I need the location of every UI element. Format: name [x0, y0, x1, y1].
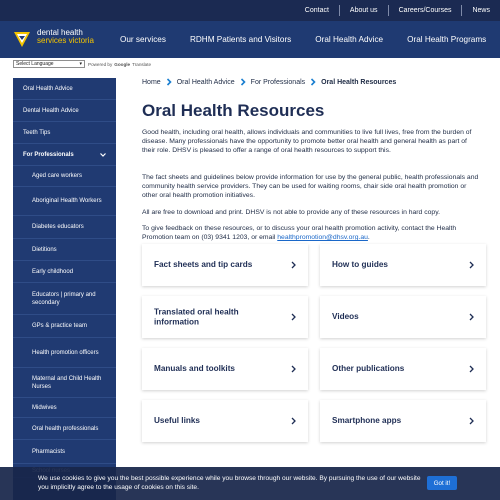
- sidebar-item-label: Pharmacists: [32, 448, 66, 455]
- breadcrumb-current: Oral Health Resources: [321, 78, 397, 86]
- cookie-text: We use cookies to give you the best possible experience while you browse through our website. By pursuing the use of our website you implicitly agree to the usage of cookies on this site.: [38, 475, 421, 492]
- sidebar-item-dental-health-advice[interactable]: [13, 100, 116, 122]
- card-other-publications[interactable]: [320, 348, 486, 390]
- sidebar-item-label: Midwives: [32, 404, 57, 411]
- sidebar-nav: [13, 78, 116, 500]
- sidebar-item-label: Diabetes educators: [32, 224, 84, 230]
- chevron-down-icon: ▾: [79, 61, 82, 67]
- nav-rdhm-patients[interactable]: RDHM Patients and Visitors: [189, 35, 292, 44]
- card-label: Translated oral health information: [154, 307, 239, 326]
- google-wordmark: Google: [114, 61, 131, 67]
- usage-paragraph: The fact sheets and guidelines below provide information for use by the general public, health professionals and community health service providers. They can be used for waiting rooms, chair side oral health promotion or other oral health promotion initiatives.: [142, 174, 479, 200]
- sidebar-item-label: Aged care workers: [32, 173, 83, 179]
- intro-paragraph: Good health, including oral health, allows individuals and communities to live full lives, free from the burden of disease. Many professionals have the opportunity to promote better oral health and general health as part of their role. DHSV is pleased to offer a range of oral health resources to support this.: [142, 129, 472, 155]
- sidebar-item-health-promotion-officers[interactable]: [13, 338, 116, 368]
- sidebar-item-diabetes-educators[interactable]: [13, 216, 116, 239]
- nav-oral-health-advice[interactable]: Oral Health Advice: [315, 35, 384, 44]
- cookie-accept-button[interactable]: Got it!: [427, 476, 457, 490]
- breadcrumb: [142, 78, 396, 86]
- cookie-banner: [0, 467, 500, 500]
- language-select-label: Select Language: [16, 61, 54, 67]
- sidebar-item-label: GPs & practice team: [32, 323, 88, 329]
- card-label: Other publications: [332, 364, 405, 374]
- card-smartphone-apps[interactable]: [320, 400, 486, 442]
- page-title: Oral Health Resources: [142, 101, 325, 120]
- site-logo[interactable]: [12, 29, 94, 49]
- chevron-right-icon: [239, 78, 247, 86]
- card-translated-information[interactable]: [142, 296, 308, 338]
- about-us-link[interactable]: About us: [349, 7, 378, 14]
- sidebar-item-aged-care-workers[interactable]: [13, 166, 116, 187]
- sidebar-item-label: Teeth Tips: [23, 129, 51, 136]
- email-link[interactable]: healthpromotion@dhsv.org.au: [277, 234, 368, 242]
- sidebar-item-teeth-tips[interactable]: [13, 122, 116, 144]
- chevron-right-icon: [467, 313, 476, 322]
- news-link[interactable]: News: [472, 7, 490, 14]
- utility-links: [295, 0, 500, 21]
- sidebar-item-oral-health-advice[interactable]: [13, 78, 116, 100]
- sidebar-item-label: Oral health professionals: [32, 425, 99, 432]
- breadcrumb-for-professionals[interactable]: For Professionals: [250, 78, 306, 86]
- sidebar-item-label: Early childhood: [32, 268, 74, 275]
- logo-text: [37, 29, 94, 45]
- sidebar-item-label: Maternal and Child Health Nurses: [32, 375, 102, 390]
- utility-bar: [0, 0, 500, 21]
- sidebar-item-early-childhood[interactable]: [13, 261, 116, 283]
- nav-oral-health-programs[interactable]: Oral Health Programs: [407, 35, 487, 44]
- card-videos[interactable]: [320, 296, 486, 338]
- chevron-right-icon: [309, 78, 317, 86]
- sidebar-item-oral-health-professionals[interactable]: [13, 418, 116, 440]
- translate-link[interactable]: Translate: [132, 61, 152, 67]
- download-paragraph: All are free to download and print. DHSV is not able to provide any of these resources in hard copy.: [142, 209, 440, 216]
- card-label: Smartphone apps: [332, 416, 402, 426]
- card-fact-sheets[interactable]: [142, 244, 308, 286]
- feedback-text: To give feedback on these resources, or to discuss your oral health promotion activity, contact the Health Promotion team on (03) 9341 1203, or email: [142, 225, 457, 242]
- feedback-paragraph: [142, 224, 482, 242]
- tooth-logo-icon: [12, 29, 32, 49]
- chevron-right-icon: [467, 417, 476, 426]
- sidebar-item-midwives[interactable]: [13, 398, 116, 418]
- sidebar-item-for-professionals[interactable]: [13, 144, 116, 166]
- nav-our-services[interactable]: Our services: [120, 35, 166, 44]
- sidebar-item-maternal-child-health-nurses[interactable]: [13, 368, 116, 398]
- contact-link[interactable]: Contact: [304, 7, 329, 14]
- card-label: Useful links: [154, 416, 200, 426]
- sidebar-item-label: For Professionals: [23, 151, 74, 158]
- card-label: Videos: [332, 312, 359, 322]
- sidebar-item-label: Health promotion officers: [32, 349, 99, 356]
- powered-by-text: Powered by: [88, 61, 113, 67]
- sidebar-item-educators[interactable]: [13, 283, 116, 315]
- sidebar-item-label: Dietitions: [32, 246, 57, 253]
- site-header: [0, 21, 500, 58]
- sidebar-item-gps-practice-team[interactable]: [13, 315, 116, 338]
- chevron-right-icon: [289, 313, 298, 322]
- logo-line-1: dental health: [37, 28, 83, 37]
- card-label: How to guides: [332, 260, 388, 270]
- sidebar-item-label: Aboriginal Health Workers: [32, 198, 102, 204]
- card-label: Manuals and toolkits: [154, 364, 235, 374]
- main-nav: [120, 21, 500, 58]
- google-translate-widget: [13, 58, 151, 70]
- breadcrumb-oral-health-advice[interactable]: Oral Health Advice: [176, 78, 235, 86]
- sidebar-item-aboriginal-health-workers[interactable]: [13, 187, 116, 216]
- careers-link[interactable]: Careers/Courses: [398, 7, 452, 14]
- chevron-right-icon: [289, 417, 298, 426]
- chevron-right-icon: [165, 78, 173, 86]
- sidebar-item-label: Educators | primary and secondary: [32, 291, 96, 306]
- language-select[interactable]: [13, 60, 85, 68]
- chevron-right-icon: [289, 261, 298, 270]
- card-useful-links[interactable]: [142, 400, 308, 442]
- chevron-right-icon: [467, 261, 476, 270]
- card-manuals-toolkits[interactable]: [142, 348, 308, 390]
- logo-line-2: services victoria: [37, 36, 94, 45]
- card-how-to-guides[interactable]: [320, 244, 486, 286]
- sidebar-item-dietitions[interactable]: [13, 239, 116, 261]
- sidebar-item-label: Oral Health Advice: [23, 85, 73, 92]
- chevron-down-icon[interactable]: [99, 151, 107, 159]
- sidebar-item-pharmacists[interactable]: [13, 440, 116, 464]
- sidebar-item-label: Dental Health Advice: [23, 107, 79, 114]
- feedback-end: .: [367, 234, 370, 242]
- breadcrumb-home[interactable]: Home: [142, 78, 161, 86]
- chevron-right-icon: [467, 365, 476, 374]
- card-label: Fact sheets and tip cards: [154, 260, 253, 270]
- chevron-right-icon: [289, 365, 298, 374]
